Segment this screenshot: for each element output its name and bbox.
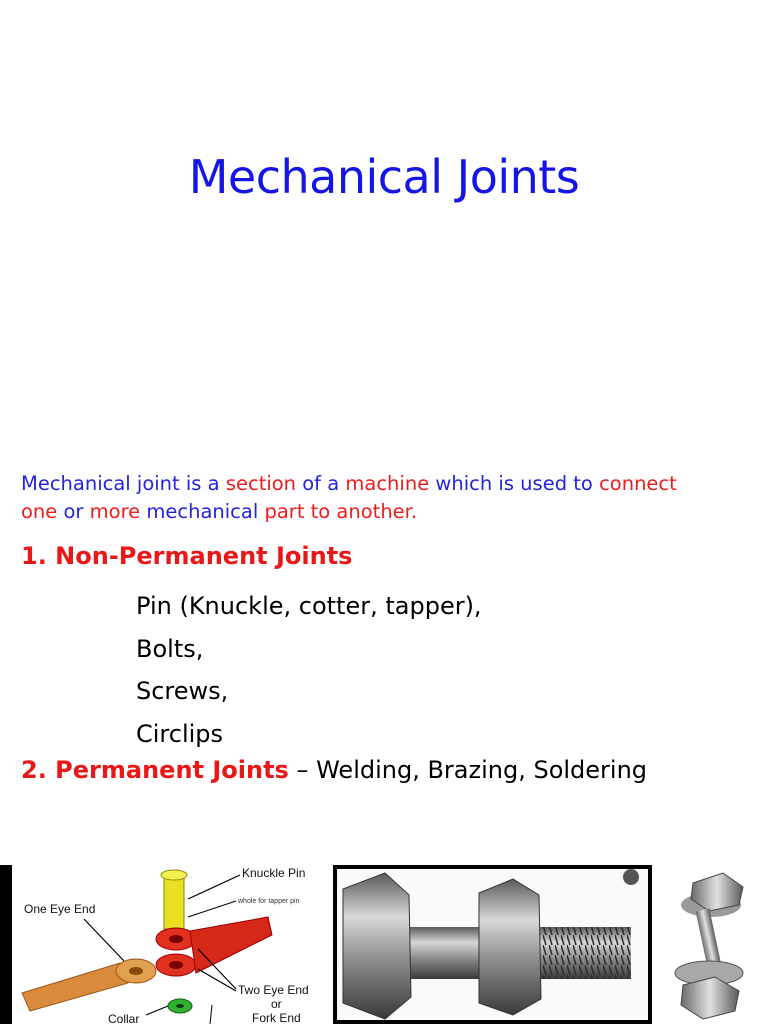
permanent-joints-line: [21, 756, 647, 784]
or-label: or: [271, 997, 282, 1011]
list-item: Circlips: [136, 719, 224, 748]
two-eye-end-label: Two Eye End: [238, 983, 309, 997]
one-eye-end-label: One Eye End: [24, 902, 96, 916]
intro-paragraph: [21, 470, 741, 526]
fork-end-label: Fork End: [252, 1011, 301, 1024]
screws-image: [653, 865, 768, 1024]
intro-highlight: more: [89, 500, 141, 523]
intro-highlight: connect: [599, 472, 677, 495]
permanent-joints-examples: – Welding, Brazing, Soldering: [288, 756, 648, 784]
non-permanent-joints-heading: 1. Non-Permanent Joints: [21, 542, 353, 570]
list-item: Bolts,: [136, 634, 204, 663]
intro-highlight: one: [21, 500, 58, 523]
knuckle-joint-image: [0, 865, 332, 1024]
slide-title: Mechanical Joints: [188, 150, 580, 204]
bolt-nut-image: [333, 865, 652, 1024]
list-item: Screws,: [136, 677, 229, 705]
intro-highlight: machine: [345, 472, 430, 495]
knuckle-pin-label: Knuckle Pin: [242, 866, 306, 880]
intro-text: or: [57, 500, 90, 523]
intro-text: mechanical: [140, 500, 265, 523]
non-permanent-joints-list: [136, 585, 482, 755]
permanent-joints-heading: 2. Permanent Joints: [21, 756, 289, 784]
intro-text: Mechanical joint is a: [21, 472, 226, 495]
screws-illustration: [653, 865, 768, 1024]
list-item: Pin (Knuckle, cotter, tapper),: [136, 592, 482, 620]
intro-highlight: section: [225, 472, 297, 495]
knuckle-joint-diagram: [0, 865, 332, 1024]
intro-text: of a: [296, 472, 346, 495]
bolt-nut-illustration: [333, 865, 652, 1024]
tapper-hole-label: whole for tapper pin: [238, 898, 300, 905]
intro-highlight: part to another.: [264, 500, 418, 523]
collar-label: Collar: [108, 1012, 140, 1024]
intro-text: which is used to: [429, 472, 600, 495]
